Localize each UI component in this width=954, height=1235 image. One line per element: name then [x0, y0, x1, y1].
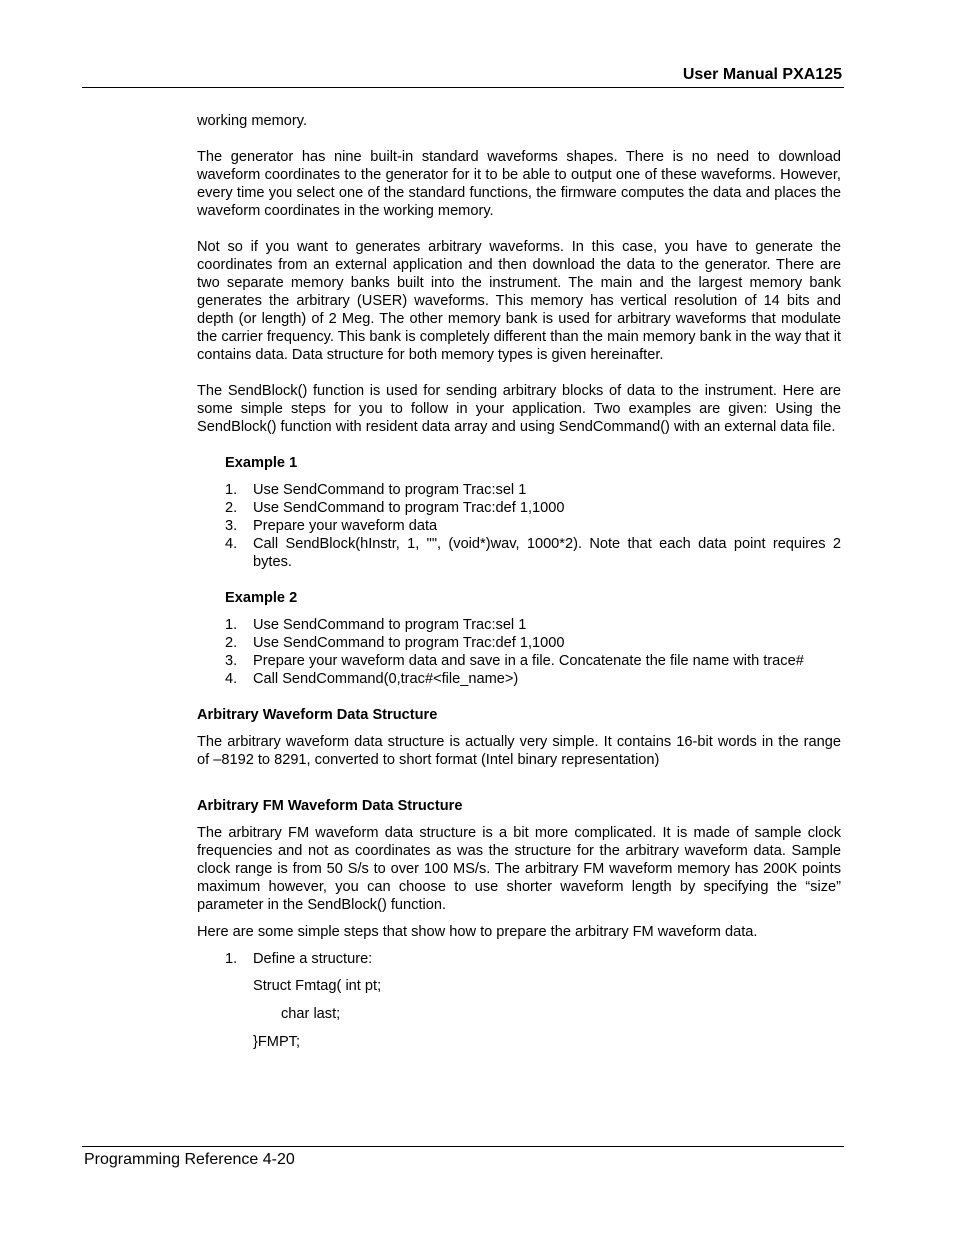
list-number: 3. — [225, 518, 238, 534]
list-number: 1. — [225, 482, 238, 498]
list-number: 3. — [225, 653, 238, 669]
list-text: Call SendBlock(hInstr, 1, "", (void*)wav, 1000*2). Note that each data point requires 2 bytes. — [253, 536, 841, 570]
list-item — [197, 481, 841, 499]
list-text: Use SendCommand to program Trac:sel 1 — [253, 617, 527, 633]
page-footer: Programming Reference 4-20 — [84, 1151, 295, 1168]
list-item — [197, 634, 841, 652]
list-item — [197, 670, 841, 688]
example-1-title: Example 1 — [225, 455, 298, 471]
footer-divider — [82, 1146, 844, 1147]
code-line: char last; — [281, 1006, 341, 1022]
header-divider — [82, 87, 844, 88]
list-item — [197, 616, 841, 634]
list-item — [197, 517, 841, 535]
list-item — [197, 499, 841, 517]
code-line: }FMPT; — [253, 1034, 301, 1050]
list-text: Prepare your waveform data — [253, 518, 438, 534]
paragraph-standard-waveforms: The generator has nine built-in standard waveforms shapes. There is no need to download waveform coordinates to the generator for it to be able to output one of these waveforms. However, every time you select one of the standard functions, the firmware computes the data and places the waveform coordinates in the working memory. — [197, 149, 841, 219]
paragraph-working-memory: working memory. — [197, 113, 308, 129]
list-text: Call SendCommand(0,trac#<file_name>) — [253, 671, 519, 687]
list-text: Define a structure: — [253, 951, 373, 967]
example-2-list — [197, 616, 841, 688]
list-number: 2. — [225, 500, 238, 516]
paragraph-arbitrary-waveforms: Not so if you want to generates arbitrary waveforms. In this case, you have to generate the coordinates from an external application and then download the data to the generator. There are two separate memory banks built into the instrument. The main and the largest memory bank generates the arbitrary (USER) waveforms. This memory has vertical resolution of 14 bits and depth (or length) of 2 Meg. The other memory bank is used for arbitrary waveforms that modulate the carrier frequency. This bank is completely different than the main memory bank in the way that it contains data. Data structure for both memory types is given hereinafter. — [197, 239, 841, 363]
list-number: 2. — [225, 635, 238, 651]
list-item — [197, 950, 841, 968]
paragraph-fm-data-structure: The arbitrary FM waveform data structure is a bit more complicated. It is made of sample clock frequencies and not as coordinates as was the structure for the arbitrary waveform data. Sample clock range is from 50 S/s to over 100 MS/s. The arbitrary FM waveform memory has 200K points maximum however, you can choose to use shorter waveform length by specifying the “size” parameter in the SendBlock() function. — [197, 825, 841, 913]
page-header-title: User Manual PXA125 — [682, 66, 842, 83]
code-line: Struct Fmtag( int pt; — [253, 978, 382, 994]
paragraph-sendblock: The SendBlock() function is used for sending arbitrary blocks of data to the instrument. Here are some simple steps for you to follow in your application. Two examples are given: Using the SendBlock() function with resident data array and using SendCommand() with an external data file. — [197, 383, 841, 435]
list-number: 4. — [225, 536, 238, 552]
list-text: Use SendCommand to program Trac:def 1,1000 — [253, 635, 565, 651]
list-number: 4. — [225, 671, 238, 687]
paragraph-fm-steps-intro: Here are some simple steps that show how to prepare the arbitrary FM waveform data. — [197, 924, 758, 940]
paragraph-arbitrary-data-structure: The arbitrary waveform data structure is actually very simple. It contains 16-bit words in the range of –8192 to 8291, converted to short format (Intel binary representation) — [197, 734, 841, 768]
list-text: Use SendCommand to program Trac:sel 1 — [253, 482, 527, 498]
example-1-list — [197, 481, 841, 571]
list-item — [197, 535, 841, 571]
fm-steps-list — [197, 950, 841, 968]
section-heading-arbitrary-waveform: Arbitrary Waveform Data Structure — [197, 707, 438, 723]
list-number: 1. — [225, 617, 238, 633]
list-number: 1. — [225, 951, 238, 967]
list-text: Use SendCommand to program Trac:def 1,1000 — [253, 500, 565, 516]
section-heading-arbitrary-fm: Arbitrary FM Waveform Data Structure — [197, 798, 463, 814]
list-text: Prepare your waveform data and save in a file. Concatenate the file name with trace# — [253, 653, 804, 669]
list-item — [197, 652, 841, 670]
page-content — [197, 112, 841, 1051]
example-2-title: Example 2 — [225, 590, 298, 606]
